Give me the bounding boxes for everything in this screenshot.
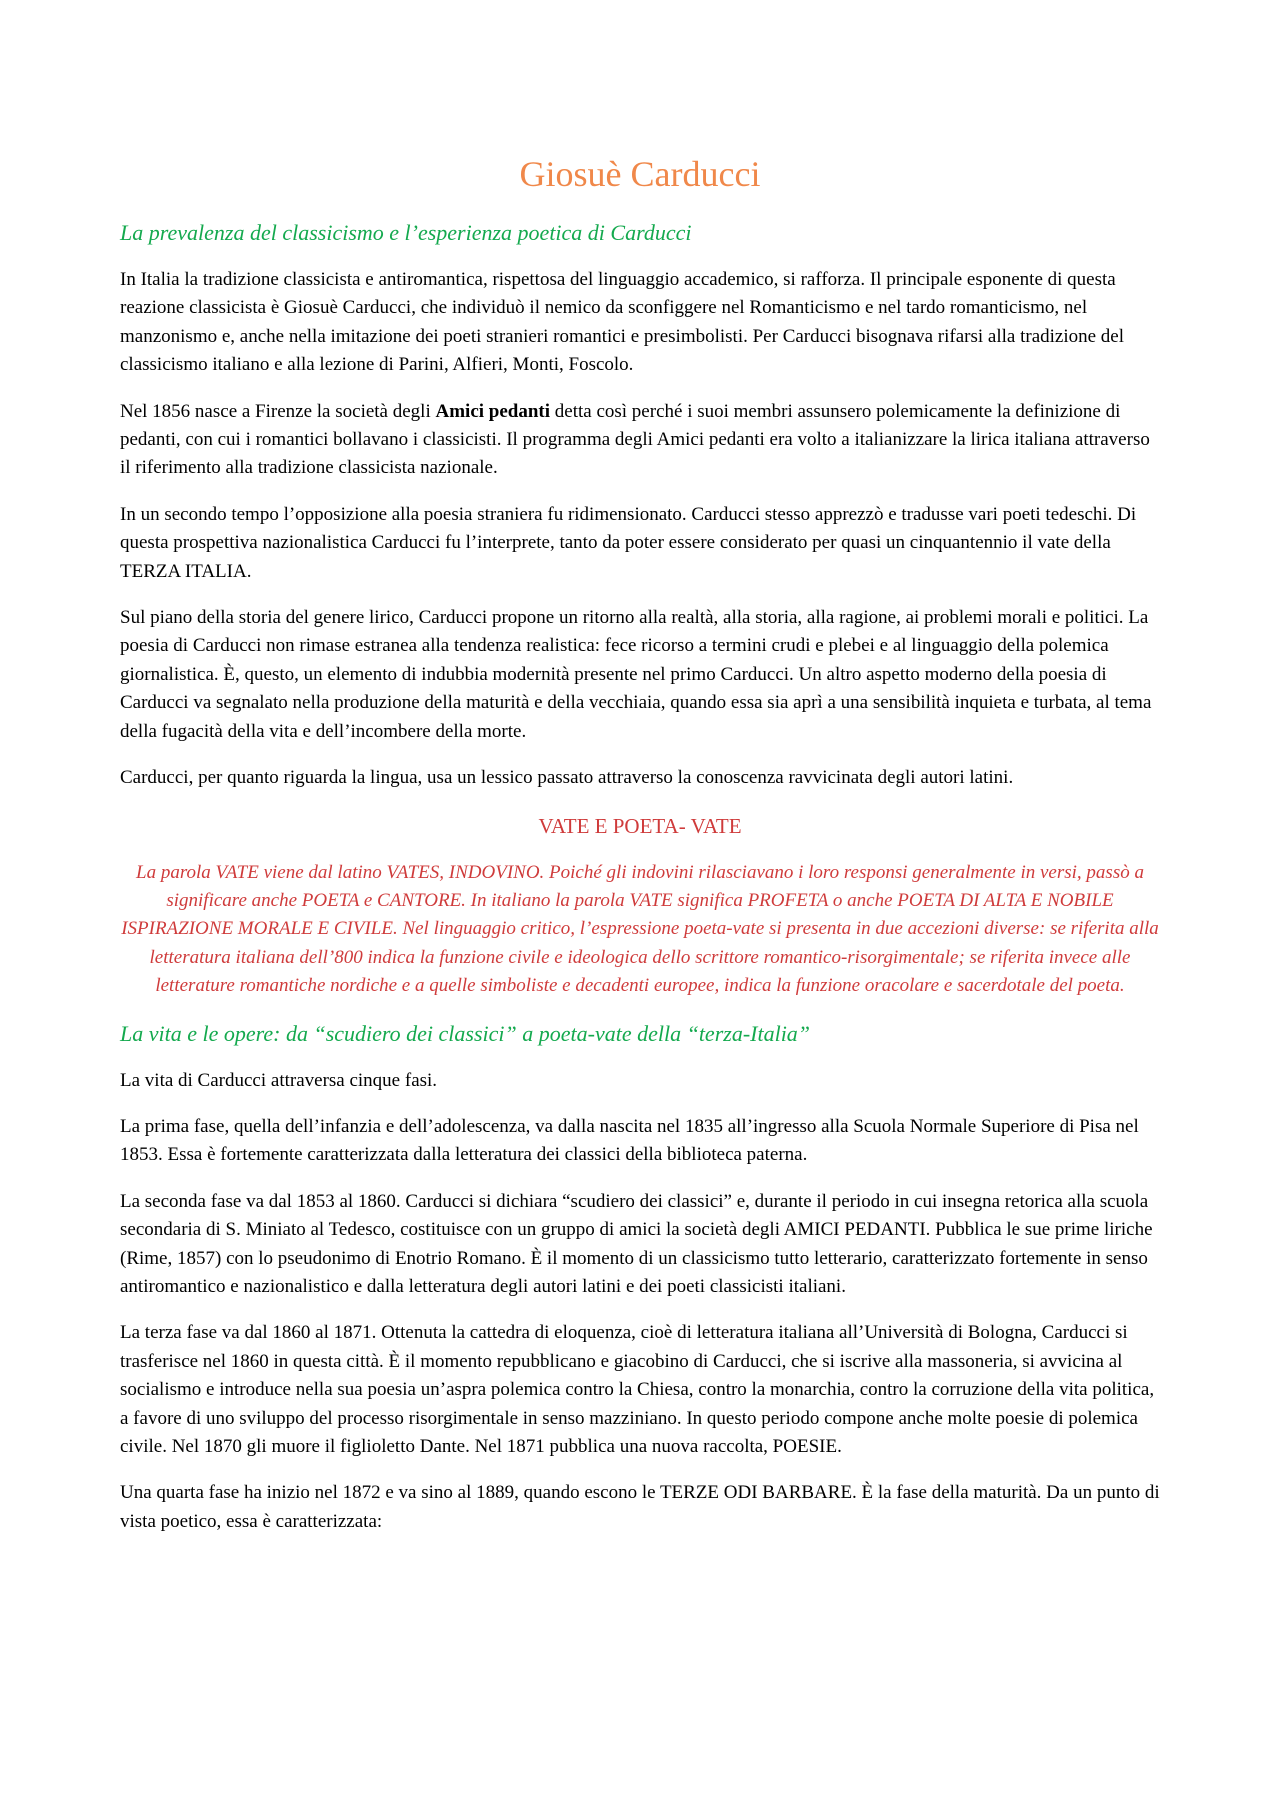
- vate-heading: VATE E POETA- VATE: [538, 813, 742, 838]
- bold-term-amici-pedanti: Amici pedanti: [435, 400, 551, 422]
- paragraph-cinque-fasi: La vita di Carducci attraversa cinque fasi.: [120, 1069, 438, 1091]
- paragraph-lingua: Carducci, per quanto riguarda la lingua, usa un lessico passato attraverso la conoscenza ravvicinata degli autori latini.: [120, 767, 1014, 789]
- paragraph-quarta-fase: Una quarta fase ha inizio nel 1872 e va sino al 1889, quando escono le TERZE ODI BARBARE. È la fase della maturità. Da un punto di vista poetico, essa è caratterizzata:: [120, 1482, 1160, 1532]
- paragraph-seconda-fase: La seconda fase va dal 1853 al 1860. Carducci si dichiara “scudiero dei classici” e, durante il periodo in cui insegna retorica alla scuola secondaria di S. Miniato al Tedesco, costituisce con un gruppo di amici la società degli AMICI PEDANTI. Pubblica le sue prime liriche (Rime, 1857) con lo pseudonimo di Enotrio Romano. È il momento di un classicismo tutto letterario, caratterizzato fortemente in senso antiromantico e nazionalistico e dalla letteratura degli autori latini e dei poeti classicisti italiani.: [120, 1190, 1153, 1297]
- paragraph-text: detta così perché i suoi membri assunsero polemicamente la definizione di pedanti, con cui i romantici bollavano i classicisti. Il programma degli Amici pedanti era volto a italianizzare la lirica italiana attraverso il riferimento alla tradizione classicista nazionale.: [120, 400, 1150, 479]
- paragraph-genere-lirico: Sul piano della storia del genere lirico, Carducci propone un ritorno alla realtà, alla storia, alla ragione, ai problemi morali e politici. La poesia di Carducci non rimase estranea alla tendenza realistica: fece ricorso a termini crudi e plebei e al linguaggio della polemica giornalistica. È, questo, un elemento di indubbia modernità presente nel primo Carducci. Un altro aspetto moderno della poesia di Carducci va segnalato nella produzione della maturità e della vecchiaia, quando essa sia aprì a una sensibilità inquieta e turbata, al tema della fugacità della vita e dell’incombere della morte.: [120, 607, 1152, 742]
- paragraph-terza-italia: In un secondo tempo l’opposizione alla poesia straniera fu ridimensionato. Carducci stesso apprezzò e tradusse vari poeti tedeschi. Di questa prospettiva nazionalistica Carducci fu l’interprete, tanto da poter essere considerato per quasi un cinquantennio il vate della TERZA ITALIA.: [120, 503, 1137, 582]
- section-heading-vita-opere: La vita e le opere: da “scudiero dei classici” a poeta-vate della “terza-Italia”: [120, 1020, 811, 1046]
- paragraph-text: Nel 1856 nasce a Firenze la società degli: [120, 400, 436, 422]
- paragraph-prima-fase: La prima fase, quella dell’infanzia e dell’adolescenza, va dalla nascita nel 1835 all’ingresso alla Scuola Normale Superiore di Pisa nel 1853. Essa è fortemente caratterizzata dalla letteratura dei classici della biblioteca paterna.: [120, 1115, 1139, 1166]
- document-page: [120, 150, 1160, 1554]
- vate-definition: La parola VATE viene dal latino VATES, INDOVINO. Poiché gli indovini rilasciavano i loro responsi generalmente in versi, passò a significare anche POETA e CANTORE. In italiano la parola VATE significa PROFETA o anche POETA DI ALTA E NOBILE ISPIRAZIONE MORALE E CIVILE. Nel linguaggio critico, l’espressione poeta-vate si presenta in due accezioni diverse: se riferita alla letteratura italiana dell’800 indica la funzione civile e ideologica dello scrittore romantico-risorgimentale; se riferita invece alle letterature romantiche nordiche e a quelle simboliste e decadenti europee, indica la funzione oracolare e sacerdotale del poeta.: [121, 861, 1159, 997]
- document-title: Giosuè Carducci: [519, 154, 761, 194]
- section-heading-classicismo: La prevalenza del classicismo e l’esperienza poetica di Carducci: [120, 220, 692, 245]
- paragraph-terza-fase: La terza fase va dal 1860 al 1871. Ottenuta la cattedra di eloquenza, cioè di letteratura italiana all’Università di Bologna, Carducci si trasferisce nel 1860 in questa città. È il momento repubblicano e giacobino di Carducci, che si iscrive alla massoneria, si avvicina al socialismo e introduce nella sua poesia un’aspra polemica contro la Chiesa, contro la monarchia, contro la corruzione della vita politica, a favore di uno sviluppo del processo risorgimentale in senso mazziniano. In questo periodo compone anche molte poesie di polemica civile. Nel 1870 gli muore il figlioletto Dante. Nel 1871 pubblica una nuova raccolta, POESIE.: [120, 1322, 1155, 1457]
- paragraph-tradizione-classicista: In Italia la tradizione classicista e antiromantica, rispettosa del linguaggio accademico, si rafforza. Il principale esponente di questa reazione classicista è Giosuè Carducci, che individuò il nemico da sconfiggere nel Romanticismo e nel tardo romanticismo, nel manzonismo e, anche nella imitazione dei poeti stranieri romantici e presimbolisti. Per Carducci bisognava rifarsi alla tradizione del classicismo italiano e alla lezione di Parini, Alfieri, Monti, Foscolo.: [120, 269, 1125, 376]
- paragraph-amici-pedanti: [120, 398, 1160, 483]
